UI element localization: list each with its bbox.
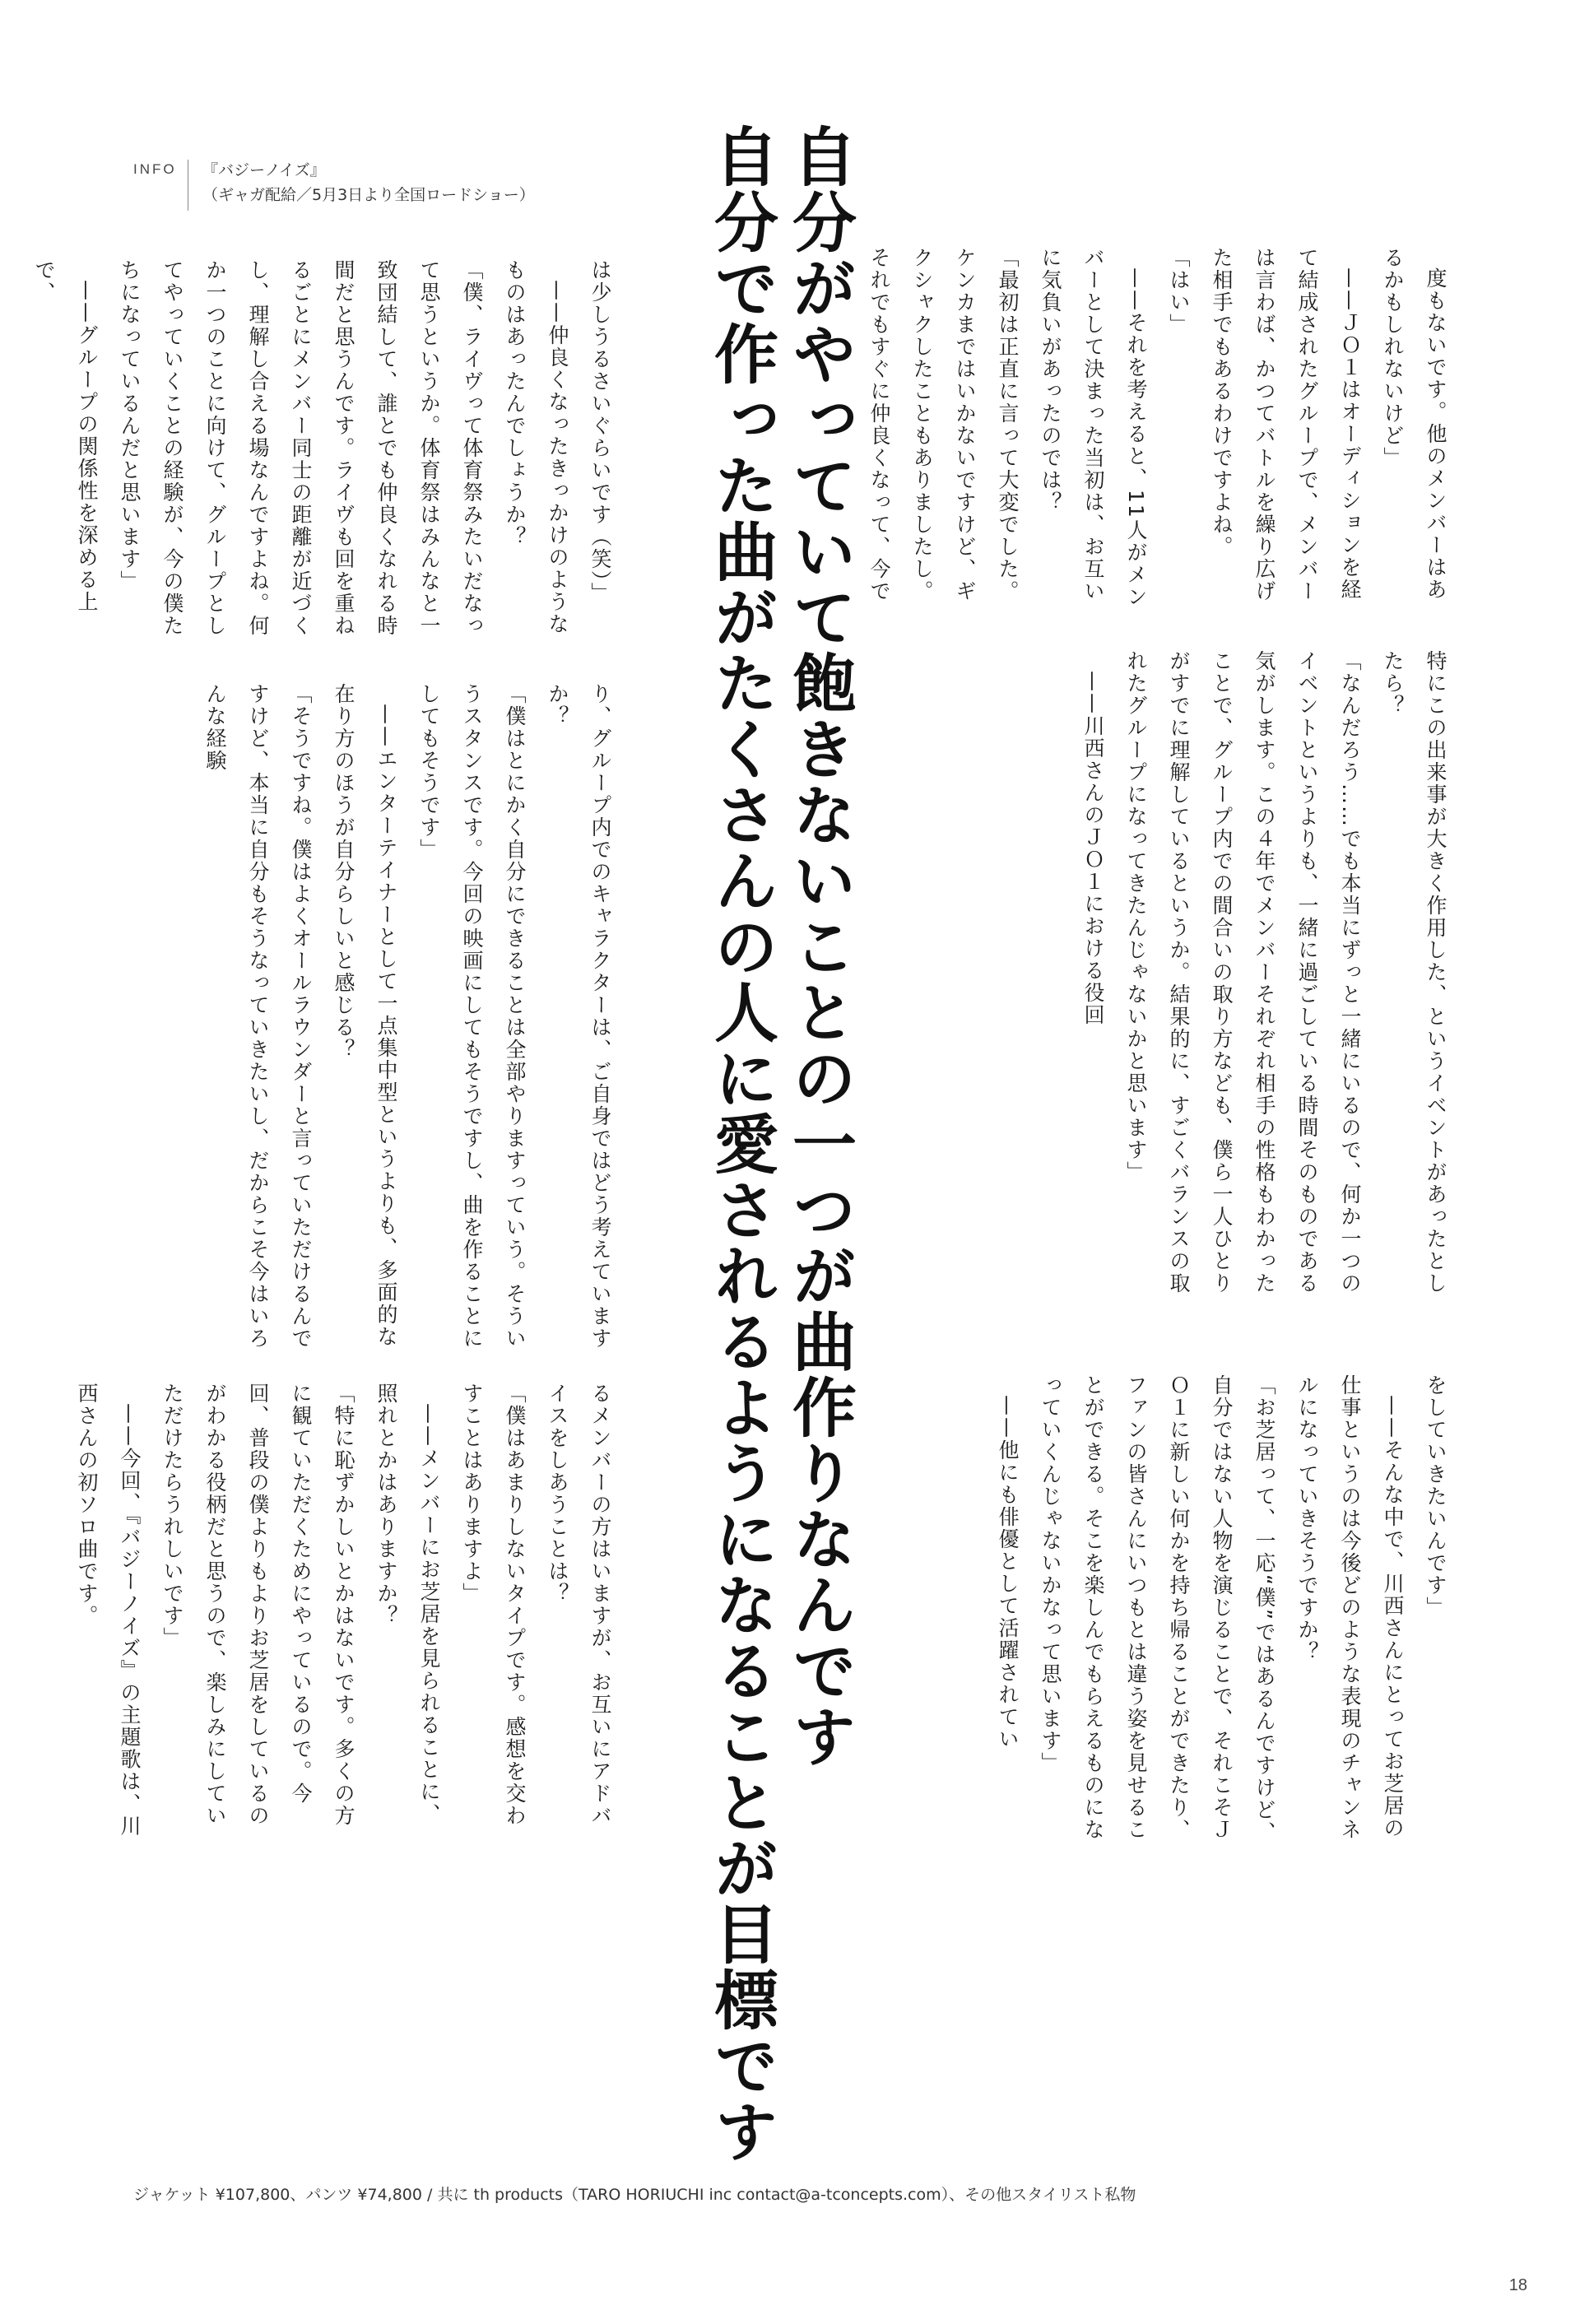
body-paragraph: ——今回、『バジーノイズ』の主題歌は、川西さんの初ソロ曲です。 bbox=[75, 1383, 142, 1838]
body-column-right-lower bbox=[881, 1374, 1457, 1843]
info-box bbox=[133, 158, 535, 211]
body-paragraph: 「僕はあまりしないタイプです。感想を交わすことはありますよ」 bbox=[460, 1383, 527, 1827]
body-paragraph: 「はい」 bbox=[1167, 247, 1191, 336]
headline-line-2: 自分で作った曲がたくさんの人に愛されるようになることが目標です bbox=[704, 123, 778, 2164]
body-paragraph: 「特に恥ずかしいとかはないです。多くの方に観ていただくためにやっているので。今回、普段の僕よりもよりお芝居をしているのがわかる役柄だと思うので、楽しみにしていただけたらうれしいです」 bbox=[160, 1383, 356, 1827]
body-paragraph: ——他にも俳優として活躍されてい bbox=[996, 1395, 1020, 1750]
body-paragraph: るメンバーの方はいますが、お互いにアドバイスをしあうことは？ bbox=[546, 1383, 612, 1827]
body-paragraph: ——グループの関係性を深める上で、 bbox=[32, 259, 99, 613]
body-paragraph: ——メンバーにお芝居を見られることに、照れとかはありますか？ bbox=[374, 1383, 441, 1825]
page-number: 18 bbox=[1508, 2276, 1527, 2294]
body-paragraph: 「お芝居って、一応“僕”ではあるんですけど、自分ではない人物を演じることで、それこそＪＯ１に新しい何かを持ち帰ることができたり、ファンの皆さんにいつもとは違う姿を見せることができる。そこを楽しんでもらえるものになっていくんじゃないかなって思います」 bbox=[1039, 1374, 1276, 1843]
body-paragraph: ——それを考えると、11人がメンバーとして決まった当初は、お互いに気負いがあったのでは？ bbox=[1039, 247, 1148, 608]
body-paragraph: ——ＪＯ１はオーディションを経て結成されたグループで、メンバーは言わば、かつてバトルを繰り広げた相手でもあるわけですよね。 bbox=[1210, 247, 1362, 602]
info-title: 『バジーノイズ』 bbox=[202, 161, 326, 179]
body-paragraph: は少しうるさいぐらいです（笑）」 bbox=[588, 259, 612, 605]
headline-line-1: 自分がやっていて飽きないことの一つが曲作りなんです bbox=[782, 123, 856, 1769]
body-paragraph: ——仲良くなったきっかけのようなものはあったんでしょうか？ bbox=[503, 259, 569, 635]
body-column-right-middle bbox=[881, 650, 1457, 1308]
body-column-right-upper bbox=[867, 247, 1457, 617]
body-paragraph: ——エンターテイナーとして一点集中型というよりも、多面的な在り方のほうが自分らしいと感じる？ bbox=[332, 683, 398, 1348]
body-column-left-lower bbox=[75, 1383, 621, 1843]
body-column-left-upper bbox=[32, 259, 621, 654]
styling-credit: ジャケット ¥107,800、パンツ ¥74,800 / 共に th products（TARO HORIUCHI inc contact@a-tconcepts.com）、その他スタイリスト私物 bbox=[133, 2186, 1136, 2204]
body-paragraph: をしていきたいんです」 bbox=[1424, 1374, 1448, 1619]
body-paragraph: ——川西さんのＪＯ１における役回 bbox=[1081, 671, 1105, 1026]
body-paragraph: ——そんな中で、川西さんにとってお芝居の仕事というのは今後どのような表現のチャンネルになっていきそうですか？ bbox=[1295, 1374, 1405, 1841]
body-paragraph: 度もないです。他のメンバーはあるかもしれないけど」 bbox=[1381, 247, 1448, 601]
body-paragraph: 「最初は正直に言って大変でした。ケンカまではいかないですけど、ギクシャクしたこともありましたし。それでもすぐに仲良くなって、今で bbox=[867, 247, 1020, 602]
info-subtitle: （ギャガ配給／5月3日より全国ロードショー） bbox=[202, 186, 535, 204]
body-paragraph: 「なんだろう……でも本当にずっと一緒にいるので、何か一つのイベントというよりも、一緒に過ごしている時間そのものである気がします。この４年でメンバーそれぞれ相手の性格もわかったことで、グループ内での間合いの取り方なども、僕ら一人ひとりがすでに理解しているというか。結果的に、すごくバランスの取れたグループになってきたんじゃないかと思います」 bbox=[1124, 650, 1362, 1294]
body-paragraph: 「そうですね。僕はよくオールラウンダーと言っていただけるんですけど、本当に自分もそうなっていきたいし、だからこそ今はいろんな経験 bbox=[203, 683, 313, 1350]
info-label: INFO bbox=[133, 161, 177, 177]
body-paragraph: 「僕、ライヴって体育祭みたいだなって思うというか。体育祭はみんなと一致団結して、誰とでも仲良くなれる時間だと思うんです。ライヴも回を重ねるごとにメンバー同士の距離が近づくし、理解し合える場なんですよね。何か一つのことに向けて、グループとしてやっていくことの経験が、今の僕たちになっているんだと思います」 bbox=[118, 259, 484, 637]
body-paragraph: 「僕はとにかく自分にできることは全部やりますっていう。そういうスタンスです。今回の映画にしてもそうですし、曲を作ることにしてもそうです」 bbox=[417, 683, 527, 1350]
body-paragraph: 特にこの出来事が大きく作用した、というイベントがあったとしたら？ bbox=[1381, 650, 1448, 1294]
body-paragraph: り、グループ内でのキャラクターは、ご自身ではどう考えていますか？ bbox=[546, 683, 612, 1350]
body-column-left-middle bbox=[123, 683, 621, 1350]
